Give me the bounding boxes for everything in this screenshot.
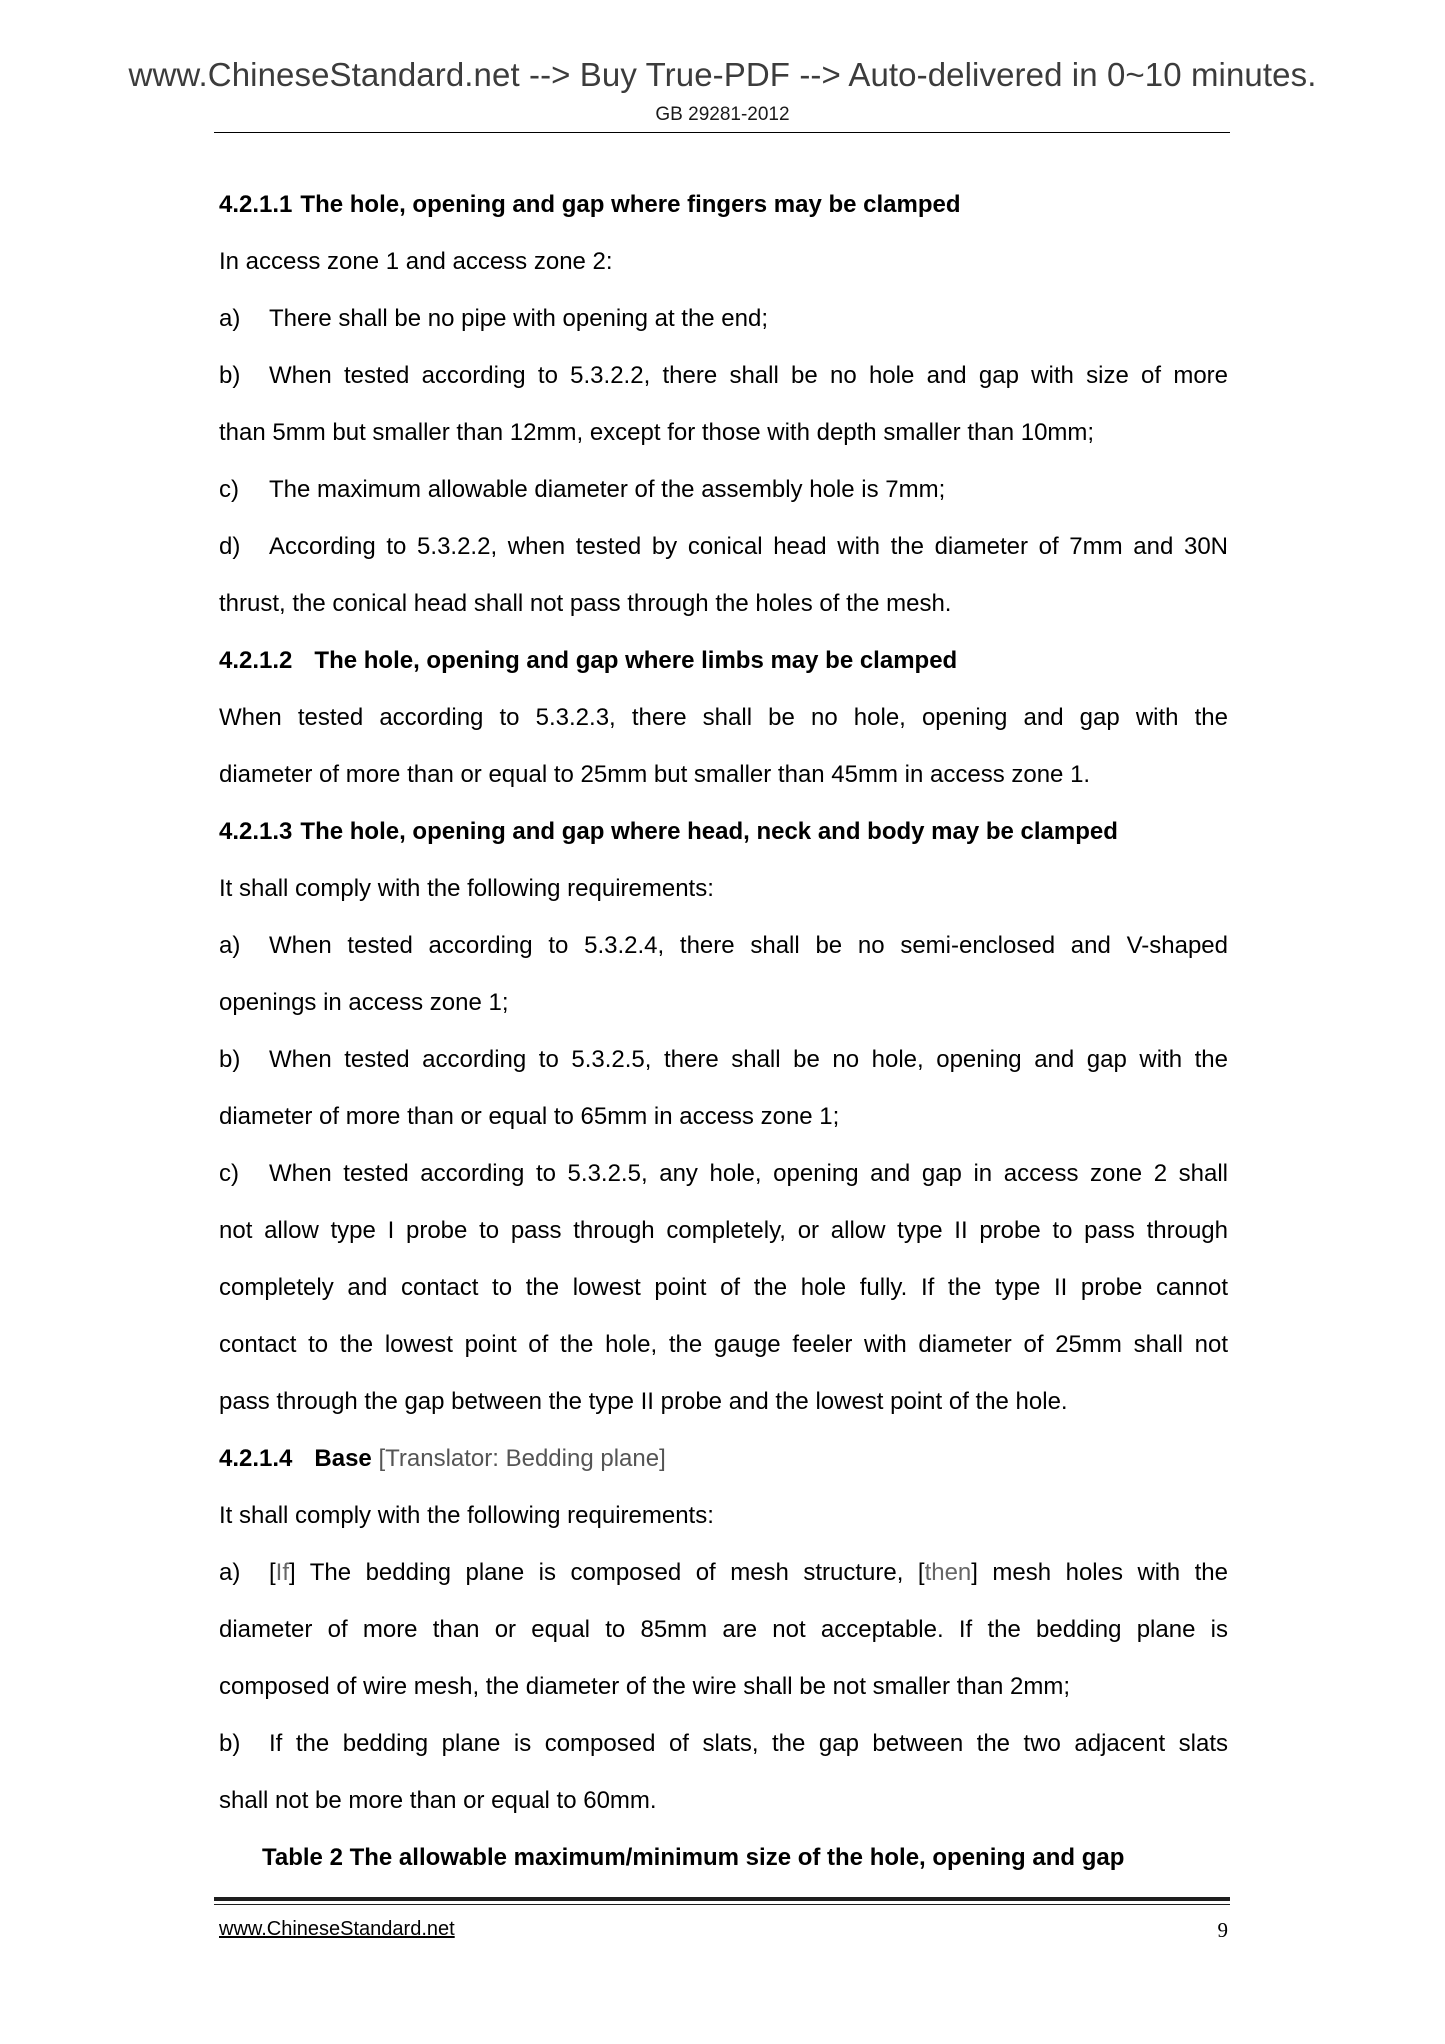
list-label: b) (219, 362, 241, 389)
list-text: When tested according to 5.3.2.4, there shall be no semi-enclosed and V-shaped (269, 932, 1228, 959)
footer-link[interactable]: www.ChineseStandard.net (219, 1918, 455, 1940)
list-text: When tested according to 5.3.2.2, there shall be no hole and gap with size of more (269, 362, 1228, 389)
section-number: 4.2.1.2 (219, 647, 293, 674)
top-banner: www.ChineseStandard.net --> Buy True-PDF --> Auto-delivered in 0~10 minutes. (128, 56, 1317, 93)
section-title: The hole, opening and gap where fingers may be clamped (300, 191, 961, 218)
list-text: If the bedding plane is composed of slats, the gap between the two adjacent slats (269, 1730, 1228, 1757)
list-text: When tested according to 5.3.2.5, there shall be no hole, opening and gap with the (269, 1046, 1228, 1073)
list-item-continuation: not allow type I probe to pass through completely, or allow type II probe to pass through (219, 1217, 1228, 1244)
list-text: ] mesh holes with the (971, 1559, 1228, 1586)
list-label: c) (219, 476, 239, 503)
footer-rule-thin (214, 1904, 1230, 1905)
list-item (219, 1154, 1228, 1211)
list-item (219, 926, 1228, 983)
section-heading-4-2-1-1 (219, 185, 1228, 242)
list-item-continuation: contact to the lowest point of the hole, the gauge feeler with diameter of 25mm shall not (219, 1331, 1228, 1358)
list-text: The maximum allowable diameter of the assembly hole is 7mm; (269, 476, 946, 503)
list-item (219, 470, 1228, 527)
list-text: ] The bedding plane is composed of mesh structure, [ (289, 1559, 925, 1586)
section-title: The hole, opening and gap where head, neck and body may be clamped (300, 818, 1118, 845)
list-item (219, 1724, 1228, 1781)
paragraph: It shall comply with the following requirements: (219, 1502, 714, 1529)
section-title: Base (314, 1445, 372, 1472)
standard-number: GB 29281-2012 (655, 104, 790, 125)
open-bracket: [ (269, 1559, 276, 1586)
paragraph-continuation: diameter of more than or equal to 25mm but smaller than 45mm in access zone 1. (219, 761, 1091, 788)
document-body (219, 185, 1228, 1895)
list-label: a) (219, 305, 241, 332)
list-item (219, 356, 1228, 413)
list-label: c) (219, 1160, 239, 1187)
list-item (219, 1553, 1228, 1610)
list-label: d) (219, 533, 241, 560)
page-number: 9 (1217, 1918, 1228, 1942)
translator-note: [Translator: Bedding plane] (378, 1445, 666, 1472)
paragraph: It shall comply with the following requirements: (219, 875, 714, 902)
paragraph: In access zone 1 and access zone 2: (219, 248, 613, 275)
list-item-continuation: completely and contact to the lowest point of the hole fully. If the type II probe cannot (219, 1274, 1228, 1301)
list-item-continuation: thrust, the conical head shall not pass through the holes of the mesh. (219, 590, 952, 617)
list-item-continuation: than 5mm but smaller than 12mm, except for those with depth smaller than 10mm; (219, 419, 1095, 446)
section-number: 4.2.1.3 (219, 818, 293, 845)
list-item (219, 1040, 1228, 1097)
list-label: a) (219, 932, 241, 959)
section-number: 4.2.1.4 (219, 1445, 293, 1472)
section-title: The hole, opening and gap where limbs may be clamped (314, 647, 958, 674)
list-label: b) (219, 1046, 241, 1073)
paragraph: When tested according to 5.3.2.3, there shall be no hole, opening and gap with the (219, 704, 1228, 731)
list-text: There shall be no pipe with opening at the end; (269, 305, 769, 332)
list-item-continuation: diameter of more than or equal to 65mm in access zone 1; (219, 1103, 840, 1130)
section-heading-4-2-1-4 (219, 1439, 1228, 1496)
table-caption: Table 2 The allowable maximum/minimum size of the hole, opening and gap (262, 1844, 1125, 1871)
list-item-continuation: composed of wire mesh, the diameter of the wire shall be not smaller than 2mm; (219, 1673, 1071, 1700)
list-item-continuation: diameter of more than or equal to 85mm are not acceptable. If the bedding plane is (219, 1616, 1228, 1643)
list-item (219, 299, 1228, 356)
list-label: a) (219, 1559, 241, 1586)
section-number: 4.2.1.1 (219, 191, 293, 218)
list-text: When tested according to 5.3.2.5, any hole, opening and gap in access zone 2 shall (269, 1160, 1228, 1187)
list-text: According to 5.3.2.2, when tested by conical head with the diameter of 7mm and 30N (269, 533, 1228, 560)
list-item-continuation: shall not be more than or equal to 60mm. (219, 1787, 657, 1814)
section-heading-4-2-1-2 (219, 641, 1228, 698)
translator-inserted-if: If (275, 1559, 290, 1586)
list-item (219, 527, 1228, 584)
header-rule (214, 132, 1230, 133)
list-item-continuation: openings in access zone 1; (219, 989, 509, 1016)
list-label: b) (219, 1730, 241, 1757)
section-heading-4-2-1-3 (219, 812, 1228, 869)
list-item-continuation: pass through the gap between the type II probe and the lowest point of the hole. (219, 1388, 1068, 1415)
footer-rule (214, 1897, 1230, 1901)
translator-inserted-then: then (924, 1559, 972, 1586)
